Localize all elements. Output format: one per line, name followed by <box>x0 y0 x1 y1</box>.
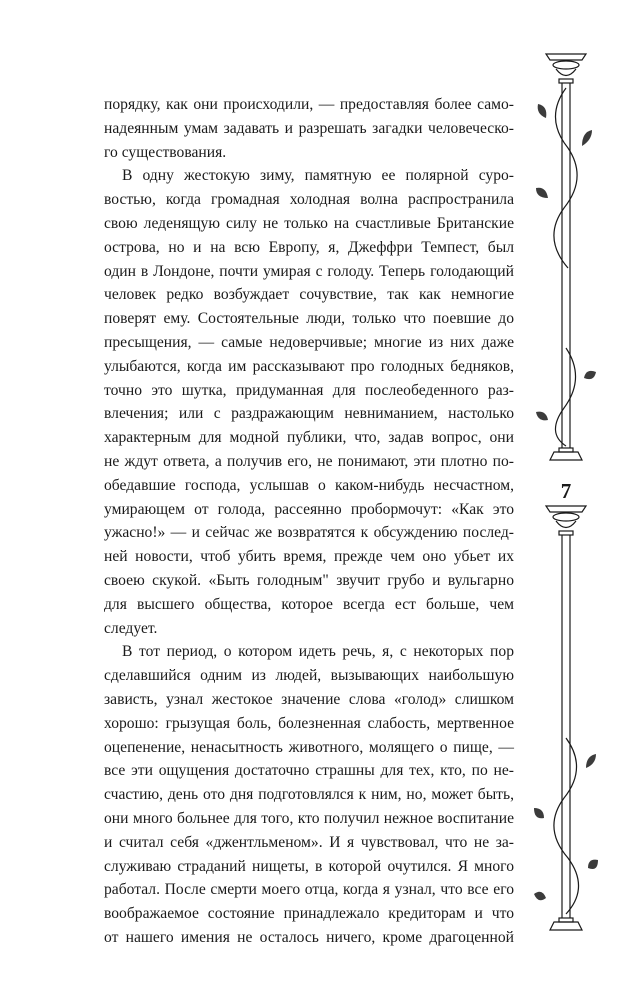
text-line: востью, когда громадная холодная волна распространила <box>104 191 514 209</box>
text-line: своею скукой. «Быть голодным" звучит грубо и вульгарно <box>104 571 514 589</box>
text-line: пресыщения, — самые недоверчивые; многие из них даже <box>104 333 514 351</box>
body-text <box>104 93 514 950</box>
text-line: воображаемое состояние принадлежало кредиторам и что <box>104 905 514 923</box>
text-line: оцепенение, ненасытность животного, молящего о пище, — <box>104 738 514 756</box>
text-line: порядку, как они происходили, — предоставляя более само- <box>104 96 514 113</box>
text-line: улыбаются, когда им рассказывают про голодных бедняков, <box>104 357 514 375</box>
text-line: все эти ощущения достаточно страшны для тех, кто, по не- <box>104 762 514 780</box>
text-line: обедавшие господа, услышав о каком-нибудь несчастном, <box>104 476 514 494</box>
text-line: надеянным умам задавать и разрешать загадки человеческо- <box>104 119 514 137</box>
text-line: работал. После смерти моего отца, когда я узнал, что все его <box>104 881 514 899</box>
text-line: В тот период, о котором идеть речь, я, с некоторых пор <box>122 643 514 661</box>
text-line: В одну жестокую зиму, памятную ее полярной суро- <box>122 167 514 185</box>
text-line: счастию, день ото дня подготовлялся к ним, но, может быть, <box>104 786 514 804</box>
page-number: 7 <box>560 479 572 503</box>
text-line: влечения; или с раздражающим невниманием, настолько <box>104 405 514 423</box>
text-line: человек редко возбуждает сочувствие, так как немногие <box>104 286 514 304</box>
text-line: не ждут ответа, а получив его, не понимают, эти плотно по- <box>104 452 514 470</box>
text-line: и считал себя «джентльменом». И я чувствовал, что не за- <box>104 833 514 851</box>
text-line: от нашего имения не осталось ничего, кроме драгоценной <box>104 928 514 946</box>
text-line: точно это шутка, придуманная для послеобеденного раз- <box>104 381 514 399</box>
text-line: сделавшийся одним из людей, вызывающих наибольшую <box>104 667 514 685</box>
text-line: зависть, узнал жестокое значение слова «голод» слишком <box>104 690 514 708</box>
text-line: ней новости, чтоб убить время, прежде чем оно убьет их <box>104 548 514 566</box>
text-line: они много больнее для того, кто получил нежное воспитание <box>104 809 514 827</box>
text-line: для высшего общества, которое всегда ест больше, чем <box>104 595 514 613</box>
text-line: один в Лондоне, почти умирая с голоду. Теперь голодающий <box>104 262 514 280</box>
text-line: острова, но и на всю Европу, я, Джеффри Темпест, был <box>104 238 514 256</box>
text-line: го существования. <box>104 143 227 161</box>
text-line: поверят ему. Состоятельные люди, только что поевшие до <box>104 310 514 328</box>
text-line: умирающем от голода, рассеянно пробормочут: «Как это <box>104 500 514 518</box>
text-line: следует. <box>104 619 158 637</box>
text-line: ужасно!» — и сейчас же возвратятся к обсуждению послед- <box>104 524 514 542</box>
text-line: служиваю страданий нищеты, в которой очутился. Я много <box>104 857 514 875</box>
text-line: хорошо: грызущая боль, болезненная слабость, мертвенное <box>104 714 514 732</box>
text-line: свою леденящую силу не только на счастливые Британские <box>104 214 514 232</box>
text-line: характерным для модной публики, что, задав вопрос, они <box>104 429 514 447</box>
